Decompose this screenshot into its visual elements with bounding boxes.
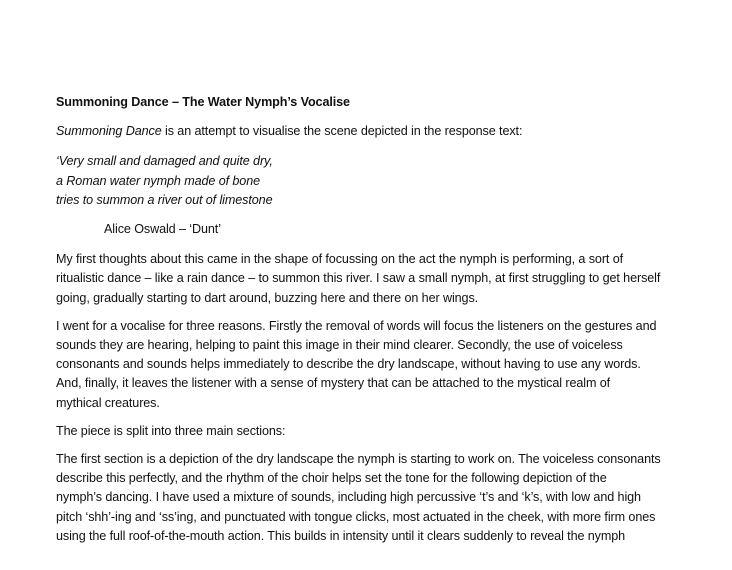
paragraph-first-thoughts xyxy=(56,250,676,308)
poem-quote xyxy=(56,152,676,210)
text-line: consonants and sounds helps immediately to describe the dry landscape, without having to use any words. xyxy=(56,357,641,372)
text-line: And, finally, it leaves the listener with a sense of mystery that can be attached to the mystical realm of xyxy=(56,376,611,391)
poem-line: ‘Very small and damaged and quite dry, xyxy=(56,154,273,169)
work-title: Summoning Dance xyxy=(56,124,162,139)
document-title: Summoning Dance – The Water Nymph’s Vocalise xyxy=(56,95,350,109)
intro-text: is an attempt to visualise the scene depicted in the response text: xyxy=(161,124,523,139)
text-line: The piece is split into three main sections: xyxy=(56,423,286,438)
text-line: nymph’s dancing. I have used a mixture of sounds, including high percussive ‘t’s and ‘k’s, with low and high xyxy=(56,490,641,505)
text-line: ritualistic dance – like a rain dance – to summon this river. I saw a small nymph, at first struggling to get herself xyxy=(56,271,661,286)
text-line: sounds they are hearing, helping to paint this image in their mind clearer. Secondly, the use of voiceless xyxy=(56,338,623,353)
poem-attribution: Alice Oswald – ‘Dunt’ xyxy=(104,222,221,237)
text-line: I went for a vocalise for three reasons. Firstly the removal of words will focus the listeners on the gestures and xyxy=(56,318,657,333)
poem-line: tries to summon a river out of limestone xyxy=(56,192,273,207)
text-line: The first section is a depiction of the dry landscape the nymph is starting to work on. The voiceless consonants xyxy=(56,452,661,467)
intro-paragraph xyxy=(56,122,676,141)
text-line: describe this perfectly, and the rhythm of the choir helps set the tone for the following depiction of the xyxy=(56,471,607,486)
paragraph-vocalise-reasons xyxy=(56,317,676,413)
poem-line: a Roman water nymph made of bone xyxy=(56,173,261,188)
text-line: using the full roof-of-the-mouth action. This builds in intensity until it clears suddenly to reveal the nymph xyxy=(56,528,626,543)
text-line: pitch ‘shh’-ing and ‘ss’ing, and punctuated with tongue clicks, most actuated in the cheek, with more firm ones xyxy=(56,509,656,524)
text-line: going, gradually starting to dart around, buzzing here and there on her wings. xyxy=(56,290,479,305)
text-line: My first thoughts about this came in the shape of focussing on the act the nymph is performing, a sort of xyxy=(56,252,624,267)
document-body xyxy=(56,93,676,555)
paragraph-sections-intro xyxy=(56,422,676,441)
text-line: mythical creatures. xyxy=(56,395,160,410)
paragraph-first-section xyxy=(56,450,676,546)
